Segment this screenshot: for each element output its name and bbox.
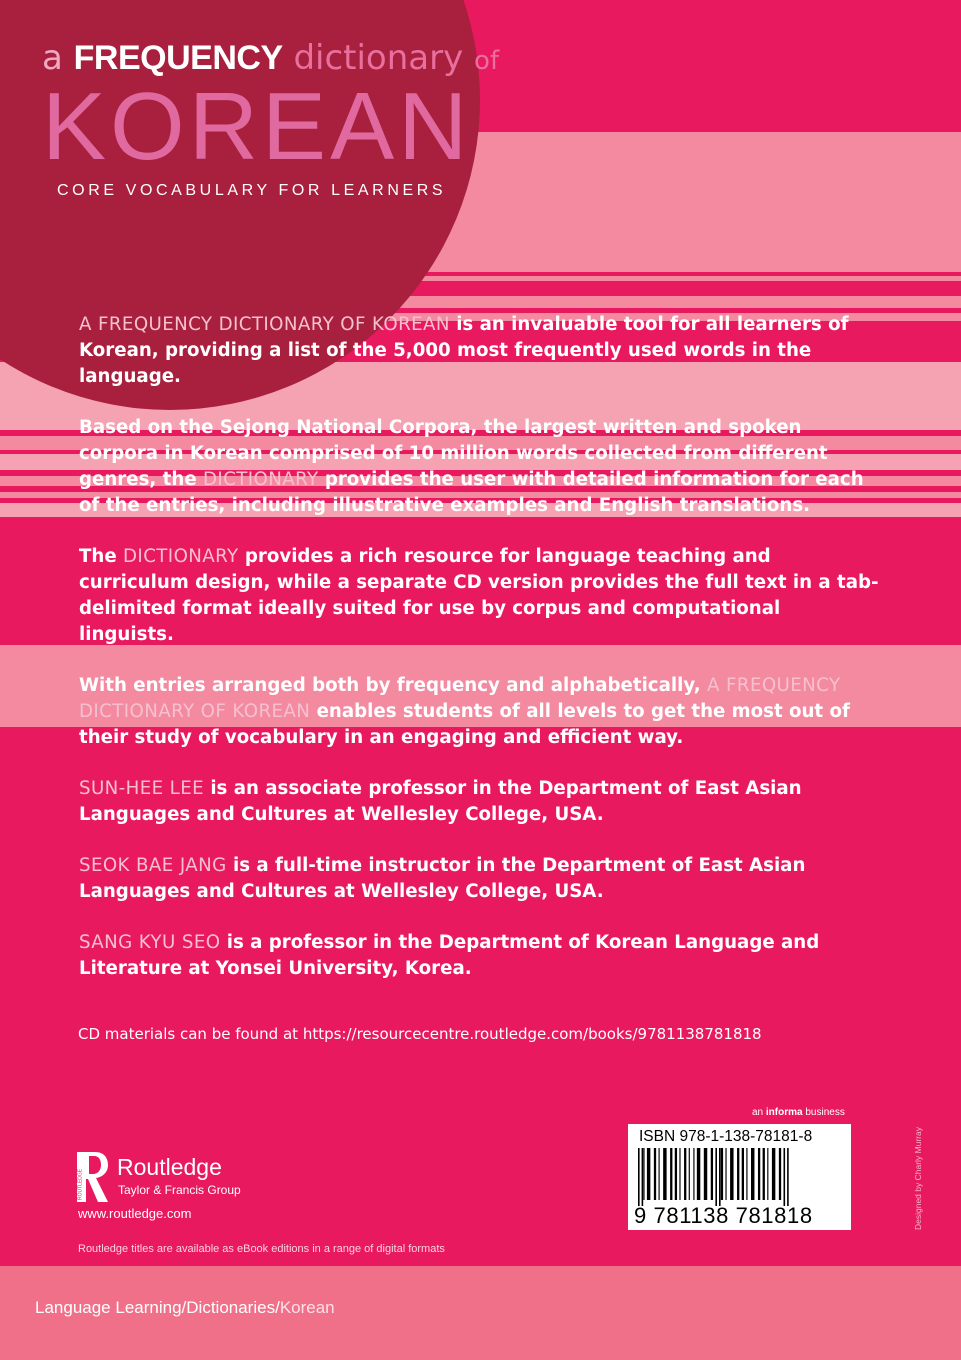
informa-suffix: business	[805, 1107, 845, 1118]
paragraph-text: With entries arranged both by frequency and alphabetically,	[79, 675, 708, 696]
designer-credit: Designed by Charly Murray	[913, 1127, 923, 1230]
title-prefix: a	[42, 38, 63, 78]
category-item: Language Learning	[35, 1298, 182, 1317]
highlighted-name: SUN-HEE LEE	[79, 778, 204, 799]
cd-materials-note: CD materials can be found at https://resourcecentre.routledge.com/books/9781138781818	[78, 1025, 762, 1043]
blurb-paragraph	[79, 776, 879, 828]
paragraph-text: is a full-time instructor in the Department of East Asian Languages and Cultures at Wellesley College, USA.	[79, 855, 806, 902]
paragraph-text: is a professor in the Department of Korean Language and Literature at Yonsei University, Korea.	[79, 932, 820, 979]
blurb-paragraph	[79, 544, 879, 648]
publisher-name: Routledge	[117, 1154, 222, 1180]
category-item: Korean	[279, 1298, 335, 1317]
subtitle: CORE VOCABULARY FOR LEARNERS	[57, 182, 447, 199]
isbn-label: ISBN 978-1-138-78181-8	[639, 1128, 813, 1145]
category-separator: /	[275, 1298, 280, 1317]
title-language: KOREAN	[42, 73, 472, 180]
highlighted-name: SEOK BAE JANG	[79, 855, 227, 876]
subject-category	[35, 1298, 335, 1318]
isbn-barcode	[628, 1124, 851, 1230]
cover-title	[42, 38, 500, 180]
ebook-note: Routledge titles are available as eBook editions in a range of digital formats	[78, 1243, 445, 1255]
blurb-paragraph	[79, 415, 879, 519]
paragraph-text: enables students of all levels to get the most out of their study of vocabulary in an engaging and efficient way.	[79, 701, 850, 748]
isbn-digits: 9 781138 781818	[634, 1203, 813, 1228]
title-frequency: FREQUENCY	[73, 39, 283, 77]
informa-prefix: an	[752, 1107, 764, 1118]
svg-text:ROUTLEDGE: ROUTLEDGE	[77, 1168, 84, 1200]
paragraph-text: provides a rich resource for language teaching and curriculum design, while a separate CD version provides the full text in a tab-delimited format ideally suited for use by corpus and computational linguists.	[79, 546, 879, 645]
informa-brand: informa	[765, 1107, 803, 1118]
publisher-group: Taylor & Francis Group	[118, 1183, 241, 1197]
routledge-r-logo-icon	[77, 1152, 109, 1202]
blurb-paragraph	[79, 673, 879, 751]
blurb-paragraph	[79, 312, 879, 390]
paragraph-text: is an associate professor in the Department of East Asian Languages and Cultures at Wellesley College, USA.	[79, 778, 802, 825]
highlighted-name: DICTIONARY	[123, 546, 239, 567]
category-item: Dictionaries	[186, 1298, 276, 1317]
blurb-paragraph	[79, 930, 879, 982]
paragraph-text: provides the user with detailed information for each of the entries, including illustrative examples and English translations.	[79, 469, 864, 516]
paragraph-text: The	[79, 546, 124, 567]
title-dictionary: dictionary	[293, 38, 464, 78]
title-of: of	[474, 46, 500, 76]
highlighted-name: A FREQUENCY DICTIONARY OF KOREAN	[79, 314, 450, 335]
paragraph-text: is an invaluable tool for all learners of Korean, providing a list of the 5,000 most frequently used words in the language.	[79, 314, 849, 387]
blurb-paragraph	[79, 853, 879, 905]
publisher-url[interactable]: www.routledge.com	[78, 1206, 192, 1221]
category-separator: /	[181, 1298, 187, 1317]
informa-tagline	[752, 1107, 845, 1118]
blurb-text	[79, 312, 879, 1007]
paragraph-text: Based on the Sejong National Corpora, the largest written and spoken corpora in Korean comprised of 10 million words collected from different genres, the	[79, 417, 828, 490]
highlighted-name: A FREQUENCY DICTIONARY OF KOREAN	[79, 675, 841, 722]
barcode-icon	[636, 1148, 844, 1206]
highlighted-name: SANG KYU SEO	[79, 932, 221, 953]
highlighted-name: DICTIONARY	[202, 469, 319, 490]
